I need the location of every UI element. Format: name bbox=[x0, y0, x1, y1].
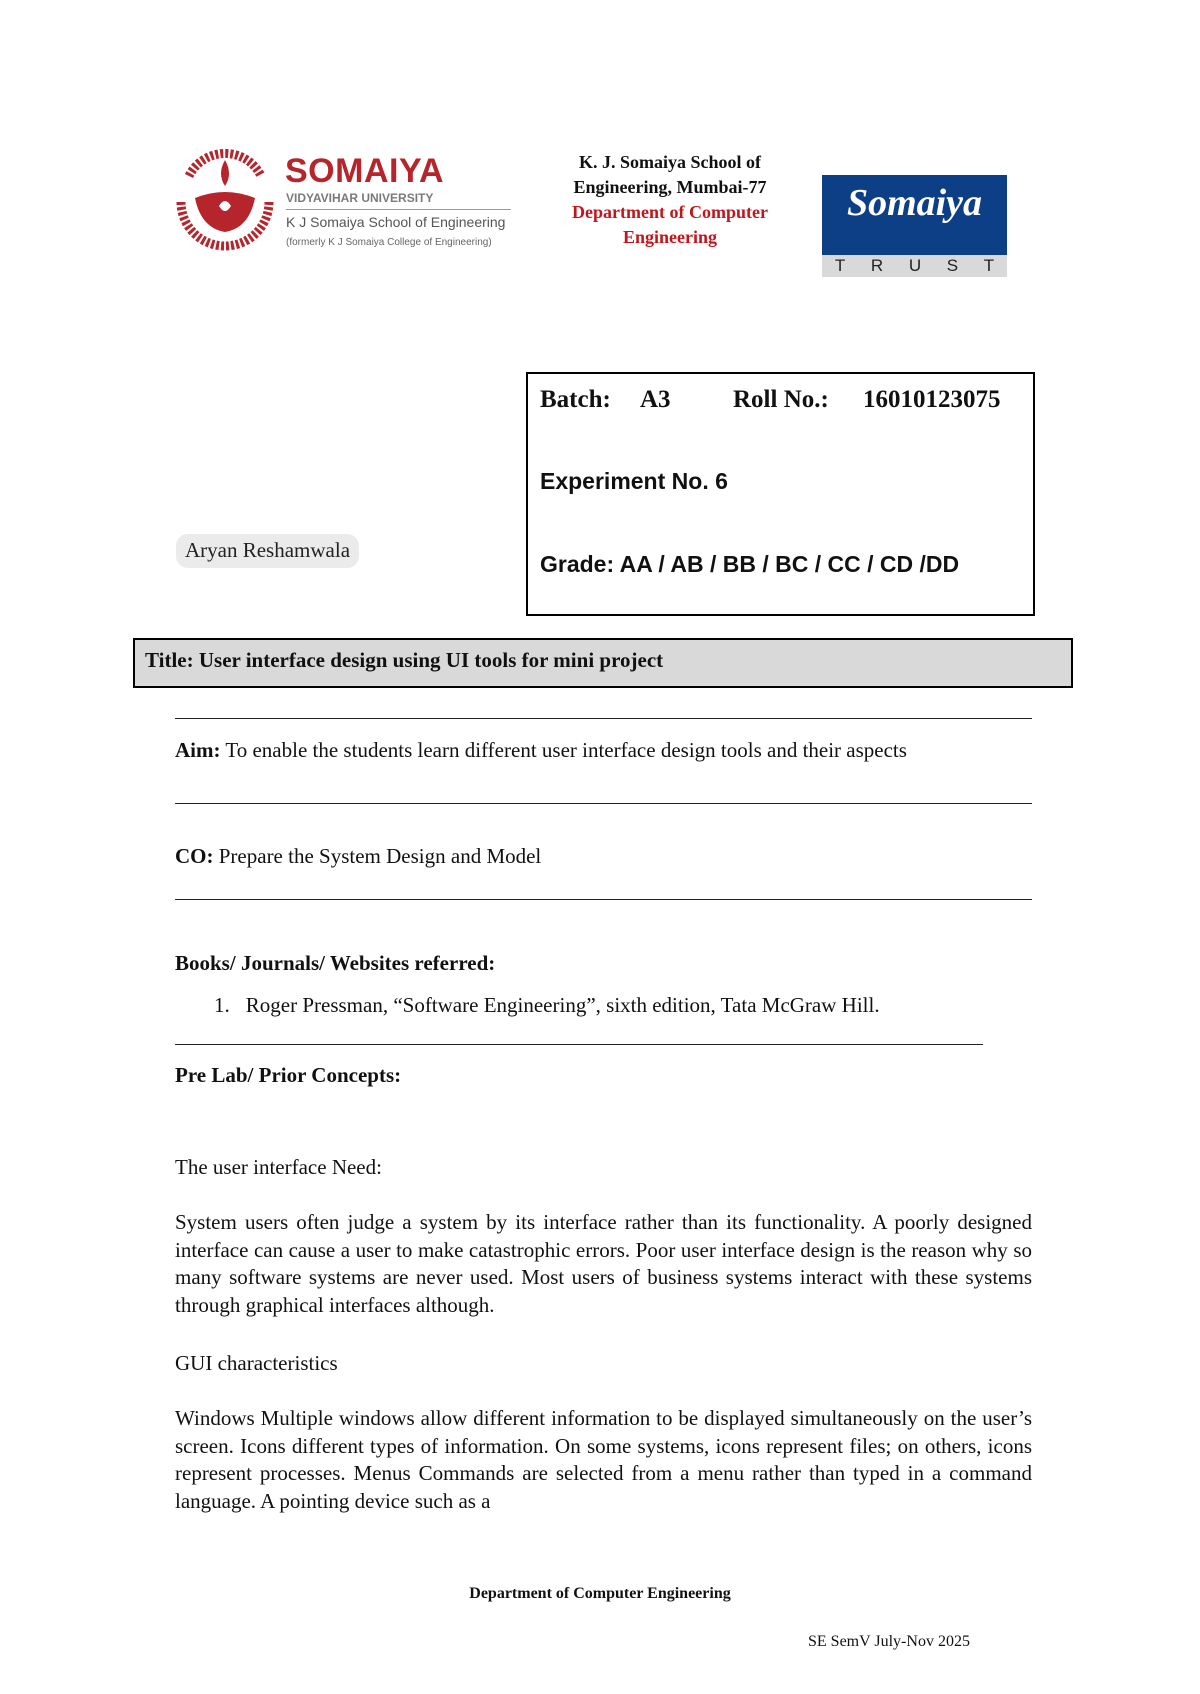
formerly-name: (formerly K J Somaiya College of Engineering) bbox=[286, 237, 492, 248]
trust-letter: S bbox=[946, 256, 959, 275]
grade-line: Grade: AA / AB / BB / BC / CC / CD /DD bbox=[540, 551, 960, 577]
footer-semester: SE SemV July-Nov 2025 bbox=[808, 1633, 970, 1650]
reference-item bbox=[214, 991, 880, 1019]
somaiya-trust-logo bbox=[822, 175, 1007, 277]
department-line-1: Department of Computer bbox=[572, 202, 768, 222]
student-info-box bbox=[526, 372, 1035, 616]
divider bbox=[175, 718, 1032, 719]
trust-letter: T bbox=[834, 256, 846, 275]
somaiya-emblem-icon bbox=[175, 146, 275, 262]
gui-heading: GUI characteristics bbox=[175, 1351, 338, 1375]
aim-label: Aim: bbox=[175, 738, 221, 762]
department-line-2: Engineering bbox=[622, 227, 717, 247]
trust-letter: U bbox=[908, 256, 922, 275]
experiment-number: Experiment No. 6 bbox=[540, 468, 728, 494]
divider bbox=[175, 899, 1032, 900]
pre-lab-heading: Pre Lab/ Prior Concepts: bbox=[175, 1063, 402, 1087]
references-heading: Books/ Journals/ Websites referred: bbox=[175, 951, 496, 975]
student-name: Aryan Reshamwala bbox=[176, 534, 359, 568]
trust-word bbox=[822, 256, 1007, 276]
reference-number: 1. bbox=[214, 993, 230, 1017]
trust-letter: R bbox=[870, 256, 884, 275]
gui-paragraph: Windows Multiple windows allow different information to be displayed simultaneously on the user’s screen. Icons different types of information. On some systems, icons represent files; on others, icons represent processes. Menus Commands are selected from a menu rather than typed in a command language. A pointing device such as a bbox=[175, 1406, 1032, 1513]
footer-department: Department of Computer Engineering bbox=[469, 1585, 731, 1602]
batch-value: A3 bbox=[640, 386, 671, 413]
page-title: Title: User interface design using UI tools for mini project bbox=[145, 648, 664, 672]
batch-roll-row bbox=[540, 386, 1001, 414]
reference-text: Roger Pressman, “Software Engineering”, sixth edition, Tata McGraw Hill. bbox=[245, 993, 880, 1017]
co-line bbox=[175, 842, 541, 870]
school-name: K J Somaiya School of Engineering bbox=[286, 214, 506, 230]
institution-line-1: K. J. Somaiya School of bbox=[578, 152, 761, 172]
somaiya-university-logo bbox=[175, 146, 515, 266]
aim-text: To enable the students learn different user interface design tools and their aspects bbox=[220, 738, 907, 762]
university-name: VIDYAVIHAR UNIVERSITY bbox=[286, 191, 434, 205]
ui-need-heading: The user interface Need: bbox=[175, 1155, 382, 1179]
trust-script-text: Somaiya bbox=[846, 182, 983, 224]
co-label: CO: bbox=[175, 844, 214, 868]
co-text: Prepare the System Design and Model bbox=[213, 844, 542, 868]
ui-need-paragraph: System users often judge a system by its interface rather than its functionality. A poorly designed interface can cause a user to make catastrophic errors. Poor user interface design is the reason why so many software systems are never used. Most users of business systems interact with these systems through graphical interfaces although. bbox=[175, 1210, 1032, 1317]
aim-line bbox=[175, 736, 1055, 764]
institution-line-2: Engineering, Mumbai-77 bbox=[573, 177, 767, 197]
batch-label: Batch: bbox=[540, 386, 611, 413]
title-bar bbox=[133, 638, 1073, 688]
roll-value: 16010123075 bbox=[863, 386, 1001, 413]
logo-divider bbox=[286, 209, 511, 210]
divider bbox=[175, 803, 1032, 804]
roll-label: Roll No.: bbox=[733, 386, 829, 413]
trust-letter: T bbox=[983, 256, 995, 275]
institution-heading bbox=[540, 150, 800, 250]
brand-name: SOMAIYA bbox=[285, 152, 445, 190]
divider bbox=[175, 1044, 983, 1045]
